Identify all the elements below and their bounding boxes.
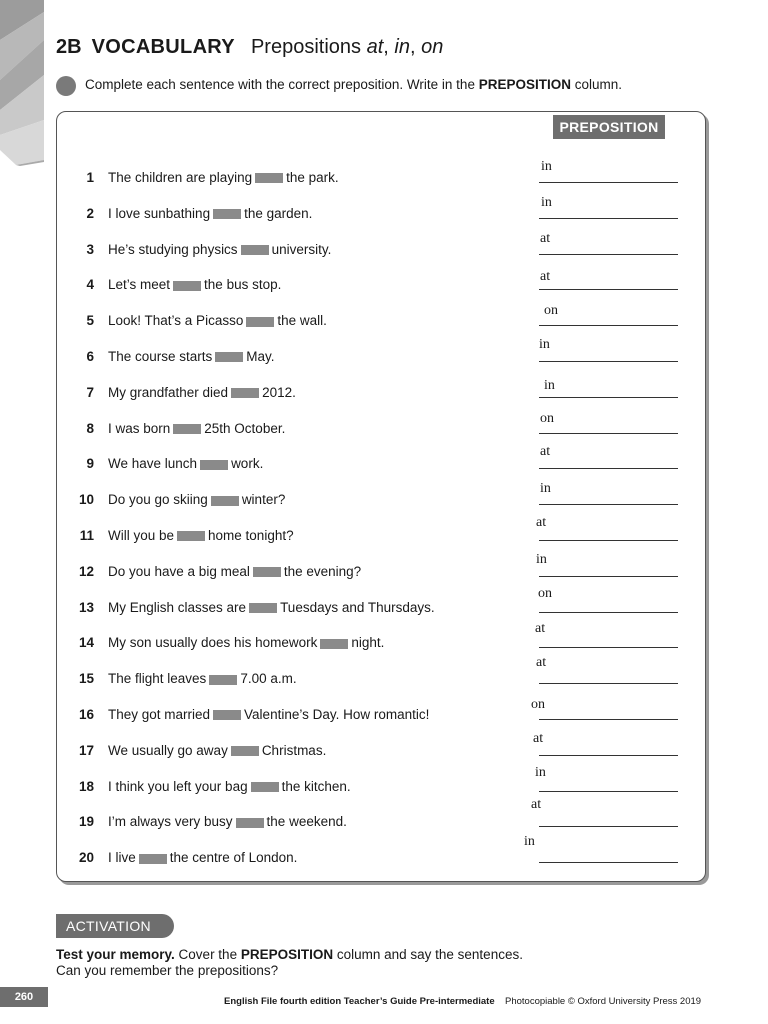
activation-text-part: Cover the xyxy=(174,947,241,962)
sentence xyxy=(108,385,296,400)
section-code: 2B xyxy=(56,36,82,58)
answer-line xyxy=(539,826,678,827)
answer-line xyxy=(539,576,678,577)
answer-line xyxy=(539,397,678,398)
item-number: 18 xyxy=(78,778,94,794)
sentence-after-gap: work. xyxy=(231,456,264,472)
sentence-after-gap: 2012. xyxy=(262,384,296,400)
subtitle-comma: , xyxy=(383,36,395,58)
gap-blank xyxy=(231,746,259,756)
instruction-post: column. xyxy=(570,77,622,92)
sentence-before-gap: My English classes are xyxy=(108,599,247,615)
sentence-after-gap: Valentine’s Day. How romantic! xyxy=(244,707,430,722)
answer-line xyxy=(539,361,678,362)
sentence xyxy=(108,492,285,507)
gap-blank xyxy=(209,675,237,685)
answer-field[interactable]: in xyxy=(541,194,552,210)
gap-blank xyxy=(173,424,201,434)
answer-field[interactable]: at xyxy=(531,797,542,813)
sentence xyxy=(108,528,294,543)
sentence-after-gap: 25th October. xyxy=(204,420,286,436)
answer-line xyxy=(539,504,678,505)
gap-blank xyxy=(200,460,228,470)
sentence-after-gap: the wall. xyxy=(277,313,327,329)
sentence xyxy=(108,421,285,436)
answer-line xyxy=(539,612,678,613)
sentence xyxy=(108,564,361,579)
answer-line xyxy=(539,289,678,290)
item-number: 14 xyxy=(78,635,94,651)
answer-line xyxy=(539,468,678,469)
item-number: 3 xyxy=(86,241,94,257)
sentence xyxy=(108,743,326,758)
sentence xyxy=(108,456,263,471)
answer-field[interactable]: on xyxy=(538,585,552,601)
section-subtitle xyxy=(251,36,443,58)
sentence-after-gap: the park. xyxy=(286,170,339,185)
gap-blank xyxy=(241,245,269,255)
exercise-row xyxy=(0,621,768,655)
page-number: 260 xyxy=(0,987,48,1007)
item-number: 7 xyxy=(86,384,94,400)
sentence-before-gap: They got married xyxy=(108,707,211,722)
answer-field[interactable]: at xyxy=(536,655,547,671)
exercise-row xyxy=(0,551,768,584)
exercise-row xyxy=(0,834,768,870)
answer-field[interactable]: on xyxy=(540,410,554,426)
gap-blank xyxy=(173,281,201,291)
exercise-row xyxy=(0,481,768,512)
answer-line xyxy=(539,540,678,541)
sentence-before-gap: Do you go skiing xyxy=(108,492,208,508)
sentence-before-gap: I was born xyxy=(108,420,171,436)
gap-blank xyxy=(215,352,243,362)
item-number: 20 xyxy=(78,850,94,866)
footer-book-title: English File fourth edition Teacher’s Guide Pre-intermediate xyxy=(224,996,495,1007)
sentence-after-gap: Tuesdays and Thursdays. xyxy=(280,599,435,615)
exercise-row xyxy=(0,515,768,548)
activation-bold: PREPOSITION xyxy=(240,947,334,962)
exercise-row xyxy=(0,444,768,476)
sentence-before-gap: He’s studying physics xyxy=(108,241,238,257)
item-number: 8 xyxy=(86,420,94,436)
gap-blank xyxy=(211,496,239,506)
sentence-before-gap: I live xyxy=(108,850,136,866)
answer-field[interactable]: in xyxy=(540,481,551,497)
page-title xyxy=(56,36,443,59)
exercise-row xyxy=(0,730,768,763)
sentence xyxy=(108,170,339,185)
sentence xyxy=(108,707,429,722)
exercise-row xyxy=(0,337,768,369)
gap-blank xyxy=(213,710,241,720)
answer-line xyxy=(539,218,678,219)
item-number: 9 xyxy=(86,456,94,472)
sentence xyxy=(108,206,312,221)
answer-field[interactable]: in xyxy=(536,551,547,567)
sentence-before-gap: My grandfather died xyxy=(108,384,229,400)
subtitle-at: at xyxy=(366,36,384,58)
answer-field[interactable]: in xyxy=(539,337,550,352)
sentence-after-gap: the centre of London. xyxy=(169,850,298,866)
answer-field[interactable]: at xyxy=(535,621,546,637)
answer-line xyxy=(539,325,678,326)
exercise-row xyxy=(0,655,768,691)
answer-field[interactable]: on xyxy=(531,697,545,712)
item-number: 19 xyxy=(78,814,94,830)
sentence-before-gap: My son usually does his homework xyxy=(108,635,318,651)
answer-field[interactable]: at xyxy=(533,730,544,746)
sentence xyxy=(108,814,347,829)
item-number: 10 xyxy=(78,492,94,508)
exercise-row xyxy=(0,585,768,620)
sentence-before-gap: We have lunch xyxy=(108,456,198,472)
exercise-row xyxy=(0,230,768,262)
subtitle-comma: , xyxy=(409,36,422,58)
gap-blank xyxy=(251,782,279,792)
sentence-after-gap: 7.00 a.m. xyxy=(240,671,297,687)
sentence-after-gap: the kitchen. xyxy=(281,778,351,794)
preposition-column-header: PREPOSITION xyxy=(553,115,665,139)
answer-field[interactable]: in xyxy=(544,377,555,393)
gap-blank xyxy=(255,173,283,183)
sentence-after-gap: night. xyxy=(351,635,385,651)
sentence-before-gap: I love sunbathing xyxy=(108,205,211,221)
activation-label: ACTIVATION xyxy=(56,914,174,938)
answer-field[interactable]: at xyxy=(540,269,551,285)
answer-line xyxy=(539,719,678,720)
exercise-row xyxy=(0,697,768,727)
sentence-before-gap: The children are playing xyxy=(108,170,253,185)
sentence-before-gap: Will you be xyxy=(108,528,175,543)
answer-field[interactable]: at xyxy=(536,515,547,530)
item-number: 17 xyxy=(78,742,94,758)
answer-line xyxy=(539,254,678,255)
activation-text xyxy=(56,947,656,979)
answer-line xyxy=(539,433,678,434)
sentence-after-gap: the garden. xyxy=(244,205,313,221)
sentence-after-gap: the weekend. xyxy=(266,814,347,830)
answer-field[interactable]: on xyxy=(544,303,558,319)
sentence xyxy=(108,277,281,292)
subtitle-in: in xyxy=(394,36,410,58)
sentence xyxy=(108,635,384,650)
item-number: 13 xyxy=(78,599,94,615)
sentence xyxy=(108,850,297,865)
sentence-before-gap: I think you left your bag xyxy=(108,778,248,794)
sentence-after-gap: the bus stop. xyxy=(204,277,282,293)
sentence-before-gap: We usually go away xyxy=(108,742,228,758)
activation-bold: Test your memory. xyxy=(56,947,175,962)
item-number: 2 xyxy=(86,205,94,221)
sentence xyxy=(108,349,275,364)
exercise-row xyxy=(0,269,768,297)
gap-blank xyxy=(231,388,259,398)
answer-line xyxy=(539,862,678,863)
sentence-before-gap: The flight leaves xyxy=(108,671,207,687)
exercise-row xyxy=(0,303,768,333)
exercise-row xyxy=(0,159,768,190)
item-number: 4 xyxy=(86,277,94,293)
gap-blank xyxy=(246,317,274,327)
instruction-bold: PREPOSITION xyxy=(478,77,571,92)
answer-line xyxy=(539,182,678,183)
corner-fan-graphic xyxy=(0,0,50,170)
item-number: 12 xyxy=(78,563,94,579)
gap-blank xyxy=(213,209,241,219)
subtitle-prefix: Prepositions xyxy=(250,36,367,58)
sentence-after-gap: university. xyxy=(271,241,332,257)
answer-field[interactable]: in xyxy=(524,834,535,850)
sentence-after-gap: winter? xyxy=(241,492,286,508)
exercise-row xyxy=(0,764,768,799)
item-number: 5 xyxy=(86,313,94,329)
activation-question: Can you remember the prepositions? xyxy=(56,963,279,978)
item-number: 1 xyxy=(86,170,94,185)
subtitle-on: on xyxy=(421,36,444,58)
answer-field[interactable]: at xyxy=(540,444,551,460)
gap-blank xyxy=(139,854,167,864)
sentence-after-gap: home tonight? xyxy=(208,528,294,543)
answer-line xyxy=(539,791,678,792)
item-number: 11 xyxy=(79,528,94,543)
section-name: VOCABULARY xyxy=(91,36,235,58)
gap-blank xyxy=(249,603,277,613)
exercise-row xyxy=(0,377,768,405)
sentence xyxy=(108,600,435,615)
sentence xyxy=(108,671,297,686)
footer-copyright: Photocopiable © Oxford University Press 2019 xyxy=(505,996,702,1007)
item-number: 15 xyxy=(78,671,94,687)
exercise-row xyxy=(0,797,768,834)
sentence xyxy=(108,313,327,328)
sentence xyxy=(108,242,331,257)
answer-line xyxy=(539,755,678,756)
gap-blank xyxy=(253,567,281,577)
gap-blank xyxy=(236,818,264,828)
gap-blank xyxy=(320,639,348,649)
gap-blank xyxy=(177,531,205,541)
sentence-before-gap: Look! That’s a Picasso xyxy=(108,313,244,329)
item-number: 6 xyxy=(86,349,94,364)
sentence-after-gap: May. xyxy=(246,349,275,364)
answer-line xyxy=(539,647,678,648)
instruction-bullet-icon xyxy=(56,76,76,96)
answer-line xyxy=(539,683,678,684)
answer-field[interactable]: in xyxy=(535,764,546,780)
item-number: 16 xyxy=(78,707,94,722)
sentence-before-gap: The course starts xyxy=(108,349,213,364)
sentence-before-gap: Let’s meet xyxy=(108,277,171,293)
sentence xyxy=(108,779,351,794)
exercise-row xyxy=(0,194,768,226)
activation-text-part: column and say the sentences. xyxy=(333,947,523,962)
sentence-before-gap: Do you have a big meal xyxy=(108,563,250,579)
sentence-after-gap: Christmas. xyxy=(261,742,327,758)
instruction-pre: Complete each sentence with the correct preposition. Write in the xyxy=(85,77,479,92)
exercise-row xyxy=(0,410,768,441)
answer-field[interactable]: at xyxy=(540,230,551,246)
answer-field[interactable]: in xyxy=(541,159,552,174)
sentence-after-gap: the evening? xyxy=(283,563,362,579)
sentence-before-gap: I’m always very busy xyxy=(108,814,233,830)
instruction-text xyxy=(85,77,622,92)
